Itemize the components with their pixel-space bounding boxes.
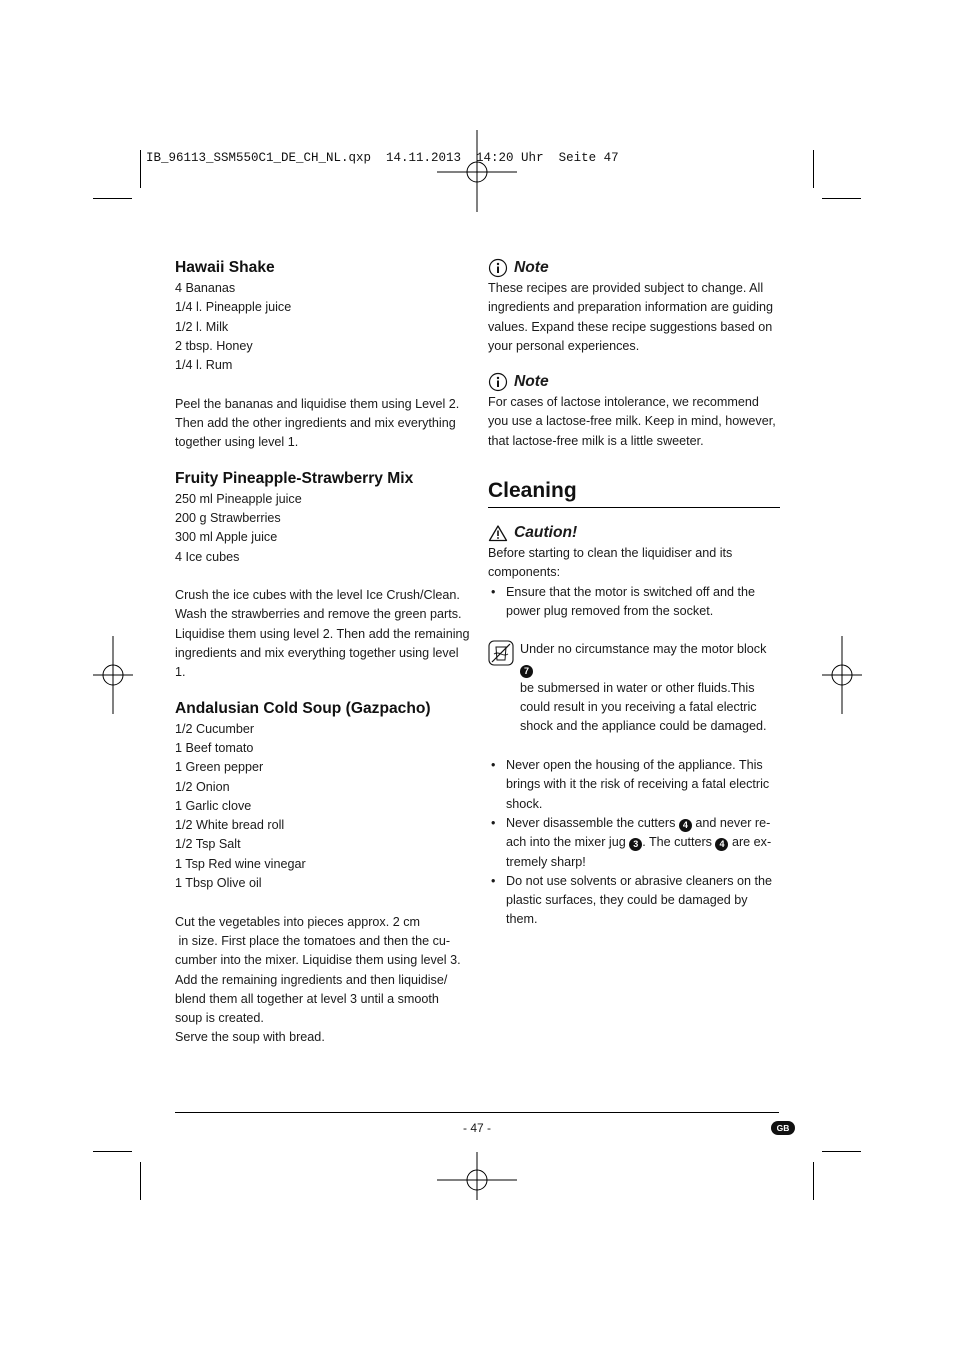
method-line: Crush the ice cubes with the level Ice Crush/Clean. <box>175 588 460 603</box>
part-number-badge: 7 <box>520 665 533 678</box>
method-line: Add the remaining ingredients and then liquidise/ <box>175 972 448 987</box>
method-line: Serve the soup with bread. <box>175 1030 325 1045</box>
cleaning-list-1 <box>488 583 780 622</box>
method-line: Cut the vegetables into pieces approx. 2 cm <box>175 914 421 929</box>
method-line: in size. First place the tomatoes and then the cu- <box>175 933 451 948</box>
registration-mark-bottom <box>437 1140 517 1200</box>
cleaning-list-2 <box>488 756 780 930</box>
method-line: Wash the strawberries and remove the green parts. <box>175 607 462 622</box>
warning-icon <box>488 524 508 542</box>
ingredient: 1/4 l. Rum <box>175 358 233 373</box>
method-line: cumber into the mixer. Liquidise them using level 3. <box>175 953 461 968</box>
ingredient: 250 ml Pineapple juice <box>175 491 302 506</box>
ingredient: 1/2 Tsp Salt <box>175 837 241 852</box>
ingredient: 1/4 l. Pineapple juice <box>175 300 292 315</box>
ingredient: 1 Tbsp Olive oil <box>175 876 262 891</box>
warning-line: be submersed in water or other fluids.This <box>520 680 755 695</box>
list-item: • Ensure that the motor is switched off and the power plug removed from the socket. <box>488 583 780 622</box>
note-heading <box>488 257 780 279</box>
method-line: Peel the bananas and liquidise them using Level 2. <box>175 396 460 411</box>
ingredient: 2 tbsp. Honey <box>175 338 253 353</box>
note-line: For cases of lactose intolerance, we recommend <box>488 395 759 410</box>
language-badge: GB <box>771 1121 795 1135</box>
ingredient: 4 Bananas <box>175 281 236 295</box>
list-item: • Never disassemble the cutters 4 and never re- ach into the mixer jug 3 . The cutters 4 are ex- tremely sharp! <box>488 814 780 872</box>
cleaning-intro: Before starting to clean the liquidiser and its <box>488 546 733 561</box>
note-line: values. Expand these recipe suggestions based on <box>488 319 773 334</box>
gazpacho-title: Andalusian Cold Soup (Gazpacho) <box>175 699 431 717</box>
ingredient: 300 ml Apple juice <box>175 530 278 545</box>
caution-heading <box>488 522 780 544</box>
no-water-immersion-icon <box>488 640 514 666</box>
fruity-title: Fruity Pineapple-Strawberry Mix <box>175 469 414 487</box>
no-immersion-warning <box>488 640 780 736</box>
method-line: soup is created. <box>175 1011 264 1026</box>
warning-line: could result in you receiving a fatal electric <box>520 700 757 715</box>
ingredient: 1/2 Cucumber <box>175 721 255 736</box>
caution-title: Caution! <box>514 524 578 542</box>
note-line: you use a lactose-free milk. Keep in mind, however, <box>488 414 776 429</box>
method-line: together using level 1. <box>175 435 299 450</box>
ingredient: 1 Green pepper <box>175 760 264 775</box>
note-title: Note <box>514 259 549 276</box>
footer-rule <box>175 1112 779 1113</box>
ingredient: 1 Garlic clove <box>175 798 252 813</box>
note-title: Note <box>514 373 549 391</box>
list-item: • Never open the housing of the appliance. This brings with it the risk of receiving a fatal electric shock. <box>488 756 780 814</box>
ingredient: 4 Ice cubes <box>175 549 240 564</box>
note-line: ingredients and preparation information are guiding <box>488 300 773 315</box>
list-item: • Do not use solvents or abrasive cleaners on the plastic surfaces, they could be damaged by them. <box>488 872 780 930</box>
cleaning-heading: Cleaning <box>488 477 780 508</box>
part-number-badge: 4 <box>679 819 692 832</box>
hawaii-title: Hawaii Shake <box>175 259 275 276</box>
method-line: blend them all together at level 3 until a smooth <box>175 991 439 1006</box>
ingredient: 200 g Strawberries <box>175 510 281 525</box>
method-line: Then add the other ingredients and mix everything <box>175 416 456 431</box>
registration-mark-right <box>822 636 862 714</box>
right-column <box>488 257 780 930</box>
ingredient: 1/2 White bread roll <box>175 818 285 833</box>
info-icon <box>488 258 508 278</box>
left-column <box>175 257 470 1048</box>
ingredient: 1 Tsp Red wine vinegar <box>175 856 306 871</box>
note-line: These recipes are provided subject to change. All <box>488 281 764 295</box>
warning-line: shock and the appliance could be damaged. <box>520 719 767 734</box>
note-heading <box>488 371 780 393</box>
part-number-badge: 3 <box>629 838 642 851</box>
print-slug: IB_96113_SSM550C1_DE_CH_NL.qxp 14.11.2013 14:20 Uhr Seite 47 <box>146 151 619 165</box>
method-line: Liquidise them using level 2. Then add the remaining <box>175 626 470 641</box>
method-line: ingredients and mix everything together using level 1. <box>175 646 459 680</box>
warning-line: Under no circumstance may the motor block 7 <box>520 642 767 676</box>
page-number: - 47 - <box>462 1121 491 1135</box>
ingredient: 1/2 l. Milk <box>175 319 229 334</box>
note-line: your personal experiences. <box>488 338 640 353</box>
cleaning-intro: components: <box>488 565 561 580</box>
info-icon <box>488 372 508 392</box>
ingredient: 1/2 Onion <box>175 779 230 794</box>
registration-mark-left <box>93 636 133 714</box>
part-number-badge: 4 <box>715 838 728 851</box>
ingredient: 1 Beef tomato <box>175 740 254 755</box>
note-line: that lactose-free milk is a little sweeter. <box>488 433 704 448</box>
registration-mark-top <box>437 130 517 212</box>
